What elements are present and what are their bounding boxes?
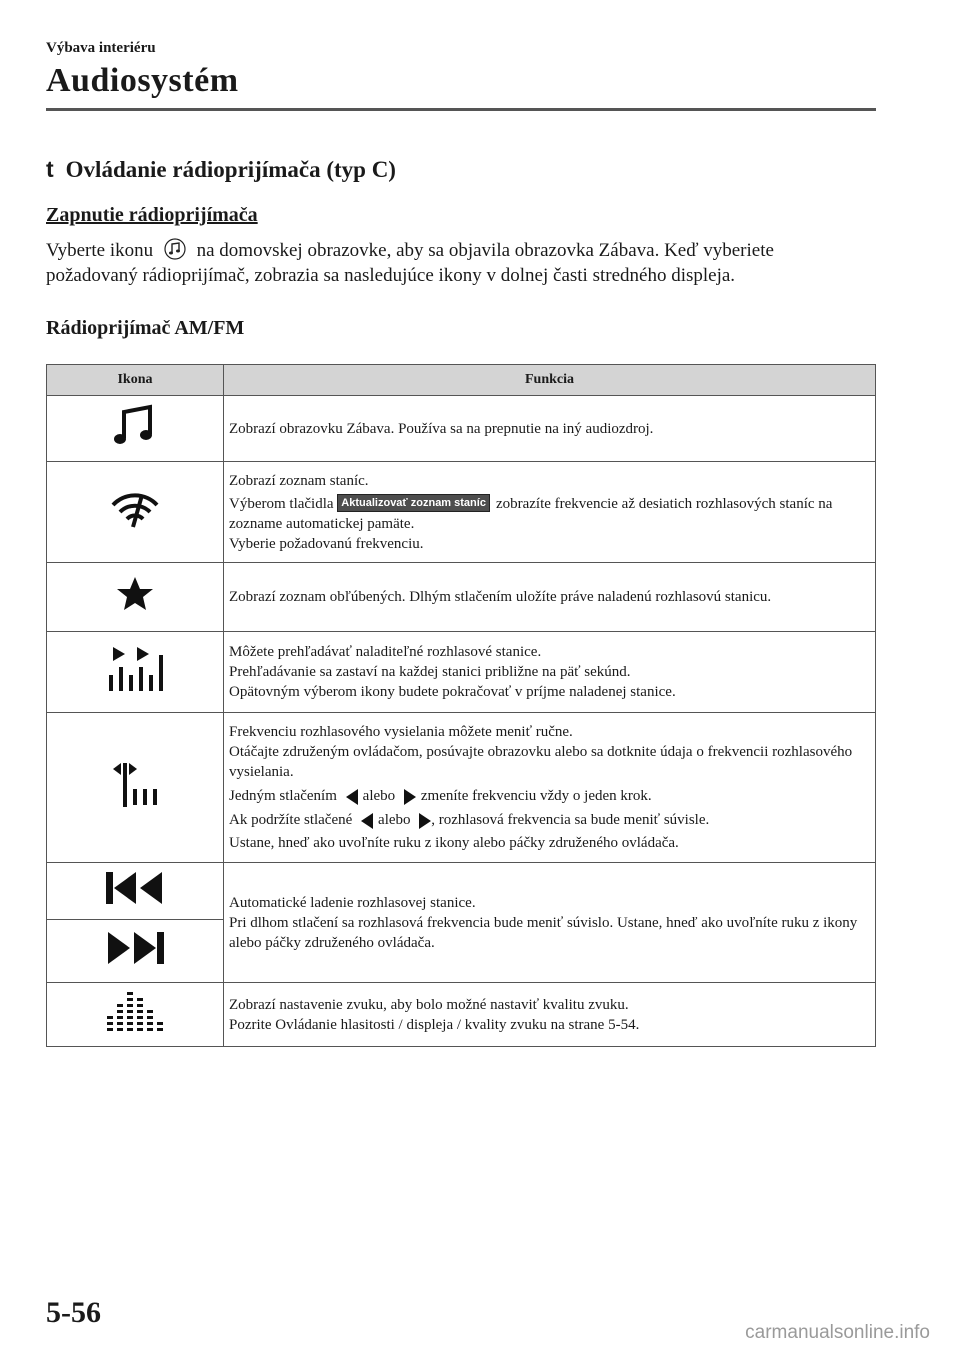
- icon-cell: [47, 863, 224, 920]
- icon-cell: [47, 983, 224, 1047]
- function-cell: [224, 563, 876, 632]
- function-text: [229, 494, 867, 534]
- header-rule: [46, 108, 876, 111]
- function-text: [229, 810, 867, 830]
- function-text: Opätovným výberom ikony budete pokračovať v príjme naladenej stanice.: [229, 684, 676, 700]
- function-cell: [224, 983, 876, 1047]
- col-header-icon: Ikona: [47, 365, 224, 396]
- function-text: Zobrazí zoznam staníc.: [229, 472, 369, 489]
- function-text-part: Ak podržíte stlačené: [229, 812, 353, 828]
- section-title: [46, 156, 396, 183]
- page-number: 5-56: [46, 1296, 101, 1329]
- icon-cell: [47, 632, 224, 713]
- function-text: Pri dlhom stlačení sa rozhlasová frekvencia bude meniť súvislo. Ustane, hneď ako uvoľníte ruku z ikony alebo páčky združeného ovládača.: [229, 914, 858, 951]
- table-row: [47, 563, 876, 632]
- icon-cell: [47, 920, 224, 983]
- function-text-part: alebo: [378, 812, 411, 828]
- table-row: [47, 863, 876, 920]
- table-row: [47, 983, 876, 1047]
- function-text: Frekvenciu rozhlasového vysielania môžete meniť ručne.: [229, 724, 573, 740]
- scan-icon[interactable]: [105, 645, 165, 693]
- function-text: Zobrazí nastavenie zvuku, aby bolo možné nastaviť kvalitu zvuku.: [229, 996, 629, 1013]
- subheading-radio-on: Zapnutie rádioprijímača: [46, 204, 258, 226]
- icon-cell: [47, 396, 224, 462]
- triangle-right-icon: [419, 813, 431, 829]
- function-cell: [224, 462, 876, 563]
- function-text-part: zmeníte frekvenciu vždy o jeden krok.: [420, 788, 652, 804]
- icon-cell: [47, 713, 224, 863]
- function-cell: [224, 396, 876, 462]
- function-cell: [224, 713, 876, 863]
- table-row: [47, 462, 876, 563]
- function-text-part: Jedným stlačením: [229, 788, 337, 804]
- radio-signal-icon[interactable]: [109, 487, 161, 531]
- triangle-right-icon: [404, 789, 416, 805]
- function-cell: [224, 632, 876, 713]
- icon-cell: [47, 563, 224, 632]
- intro-paragraph: [46, 238, 866, 288]
- function-text: Zobrazí obrazovku Zábava. Používa sa na prepnutie na iný audiozdroj.: [229, 420, 654, 437]
- function-text: Prehľadávanie sa zastaví na každej stanici približne na päť sekúnd.: [229, 664, 631, 680]
- chapter-title: Audiosystém: [46, 62, 239, 99]
- col-header-function: Funkcia: [224, 365, 876, 396]
- table-header-row: [47, 365, 876, 396]
- function-text-part: Výberom tlačidla: [229, 495, 334, 512]
- function-table: [46, 364, 876, 1047]
- breadcrumb: Výbava interiéru: [46, 40, 156, 56]
- triangle-left-icon: [361, 813, 373, 829]
- function-text-part: alebo: [362, 788, 396, 804]
- intro-text-before: Vyberte ikonu: [46, 240, 154, 261]
- function-text: Ustane, hneď ako uvoľníte ruku z ikony alebo páčky združeného ovládača.: [229, 835, 679, 851]
- sound-settings-icon[interactable]: [103, 990, 167, 1034]
- function-text: Otáčajte združeným ovládačom, posúvajte obrazovku alebo sa dotknite údaja o frekvencii rozhlasového vysielania.: [229, 744, 853, 780]
- function-cell: [224, 863, 876, 983]
- music-note-icon[interactable]: [112, 404, 158, 448]
- function-text-part: zobrazíte frekvencie až desiatich rozhlasových staníc na zozname automatickej pamäte.: [229, 495, 833, 532]
- function-text: Môžete prehľadávať naladiteľné rozhlasové stanice.: [229, 644, 542, 660]
- section-marker: t: [46, 156, 54, 182]
- skip-forward-icon[interactable]: [104, 930, 166, 966]
- function-text: Pozrite Ovládanie hlasitosti / displeja / kvality zvuku na strane 5-54.: [229, 1016, 640, 1033]
- intro-text-after: na domovskej obrazovke, aby sa objavila obrazovka Zábava. Keď vyberiete požadovaný rádioprijímač, zobrazia sa nasledujúce ikony v dolnej časti stredného displeja.: [46, 240, 774, 286]
- function-text: Zobrazí zoznam obľúbených. Dlhým stlačením uložíte práve naladenú rozhlasovú stanicu.: [229, 589, 772, 605]
- update-station-list-button[interactable]: Aktualizovať zoznam staníc: [337, 494, 490, 512]
- function-text-part: , rozhlasová frekvencia sa bude meniť súvisle.: [431, 812, 710, 828]
- manual-tune-icon[interactable]: [109, 761, 161, 809]
- table-row: [47, 632, 876, 713]
- star-icon[interactable]: [115, 575, 155, 613]
- function-text: Automatické ladenie rozhlasovej stanice.: [229, 894, 476, 911]
- table-row: [47, 396, 876, 462]
- table-row: [47, 713, 876, 863]
- section-title-text: Ovládanie rádioprijímača (typ C): [65, 157, 396, 182]
- music-note-icon: [164, 238, 186, 260]
- icon-cell: [47, 462, 224, 563]
- function-text: Vyberie požadovanú frekvenciu.: [229, 535, 424, 552]
- function-text: [229, 786, 867, 806]
- watermark: carmanualsonline.info: [745, 1322, 930, 1343]
- subheading-am-fm: Rádioprijímač AM/FM: [46, 317, 245, 339]
- skip-back-icon[interactable]: [104, 870, 166, 906]
- triangle-left-icon: [346, 789, 358, 805]
